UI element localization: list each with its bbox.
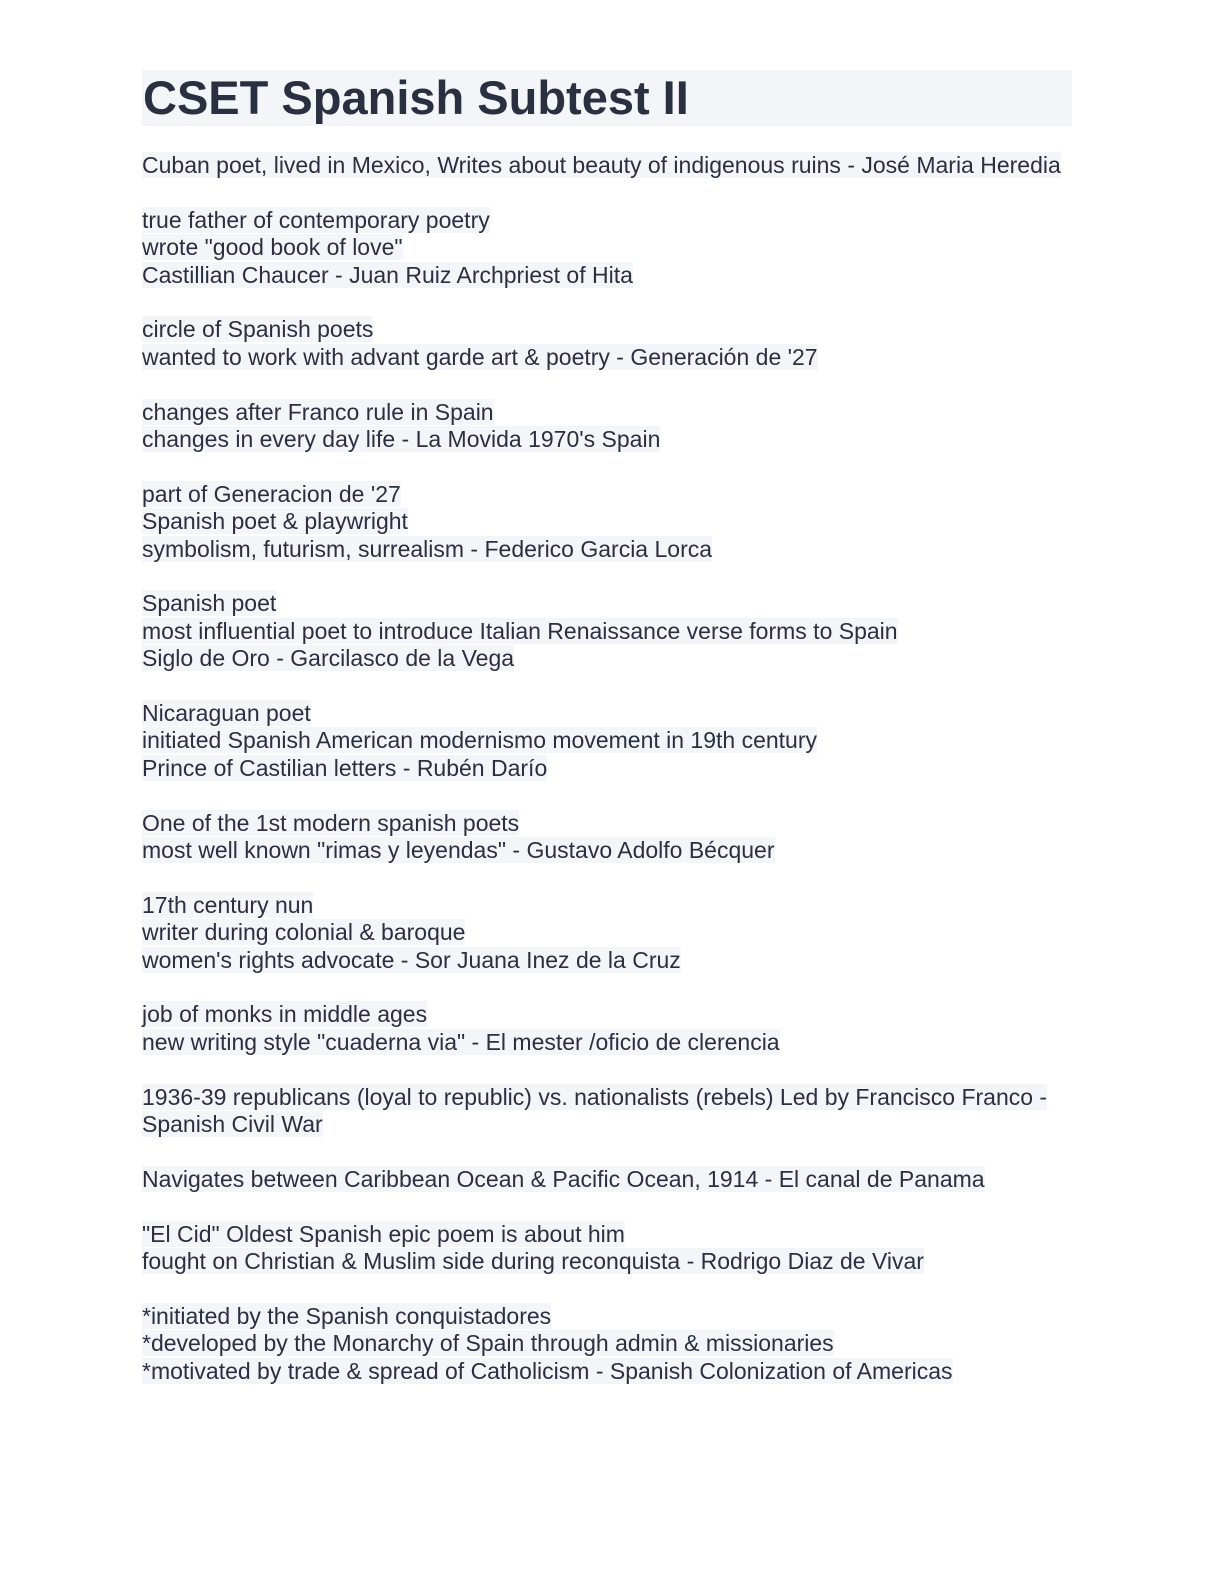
entry-line: job of monks in middle ages xyxy=(142,1001,428,1028)
flashcard-entry xyxy=(142,399,1072,454)
flashcard-entry xyxy=(142,1303,1072,1385)
flashcard-entry xyxy=(142,1001,1072,1056)
entry-line: true father of contemporary poetry xyxy=(142,206,490,233)
entry-line: Cuban poet, lived in Mexico, Writes about beauty of indigenous ruins - José Maria Heredia xyxy=(142,152,1061,178)
entry-line: Navigates between Caribbean Ocean & Pacific Ocean, 1914 - El canal de Panama xyxy=(142,1165,985,1192)
entry-line: symbolism, futurism, surrealism - Federico Garcia Lorca xyxy=(142,535,713,562)
document-page xyxy=(142,70,1072,1412)
flashcard-entry xyxy=(142,207,1072,289)
entry-line: Spanish poet xyxy=(142,590,277,617)
entry-line: Siglo de Oro - Garcilasco de la Vega xyxy=(142,645,515,672)
flashcard-entry xyxy=(142,1221,1072,1276)
entry-line: most well known "rimas y leyendas" - Gustavo Adolfo Bécquer xyxy=(142,837,775,864)
entry-line: *motivated by trade & spread of Catholicism - Spanish Colonization of Americas xyxy=(142,1357,953,1384)
entry-line: 1936-39 republicans (loyal to republic) vs. nationalists (rebels) Led by Francisco Franco - Spanish Civil War xyxy=(142,1083,1048,1138)
flashcard-entry xyxy=(142,481,1072,563)
entry-line: changes after Franco rule in Spain xyxy=(142,398,494,425)
entry-line: most influential poet to introduce Italian Renaissance verse forms to Spain xyxy=(142,617,898,644)
entry-line: Prince of Castilian letters - Rubén Darío xyxy=(142,754,548,781)
entry-line: Spanish poet & playwright xyxy=(142,508,408,535)
entry-line: fought on Christian & Muslim side during reconquista - Rodrigo Diaz de Vivar xyxy=(142,1248,924,1275)
entry-line: *developed by the Monarchy of Spain through admin & missionaries xyxy=(142,1330,834,1357)
flashcard-entry xyxy=(142,590,1072,672)
page-title: CSET Spanish Subtest II xyxy=(143,71,689,124)
entry-line: initiated Spanish American modernismo movement in 19th century xyxy=(142,727,818,754)
entry-line: circle of Spanish poets xyxy=(142,316,374,343)
flashcard-entry xyxy=(142,700,1072,782)
entry-line: part of Generacion de '27 xyxy=(142,480,401,507)
flashcard-entry xyxy=(142,316,1072,371)
flashcard-entry xyxy=(142,1084,1072,1139)
entry-line: new writing style "cuaderna via" - El mester /oficio de clerencia xyxy=(142,1028,780,1055)
flashcard-entry xyxy=(142,1166,1072,1193)
entry-line: Nicaraguan poet xyxy=(142,700,311,727)
flashcard-entry xyxy=(142,152,1072,179)
entry-line: 17th century nun xyxy=(142,891,314,918)
entry-line: women's rights advocate - Sor Juana Inez de la Cruz xyxy=(142,946,681,973)
title-bar xyxy=(142,70,1072,126)
entry-line: "El Cid" Oldest Spanish epic poem is about him xyxy=(142,1220,625,1247)
entry-line: wanted to work with advant garde art & poetry - Generación de '27 xyxy=(142,343,818,370)
entry-line: changes in every day life - La Movida 1970's Spain xyxy=(142,426,661,453)
flashcard-entry xyxy=(142,892,1072,974)
flashcard-entry xyxy=(142,810,1072,865)
entry-line: writer during colonial & baroque xyxy=(142,919,466,946)
entry-line: One of the 1st modern spanish poets xyxy=(142,809,520,836)
entry-line: Castillian Chaucer - Juan Ruiz Archpriest of Hita xyxy=(142,261,633,288)
entry-line: wrote "good book of love" xyxy=(142,234,403,261)
entry-line: *initiated by the Spanish conquistadores xyxy=(142,1302,552,1329)
flashcard-list xyxy=(142,152,1072,1385)
